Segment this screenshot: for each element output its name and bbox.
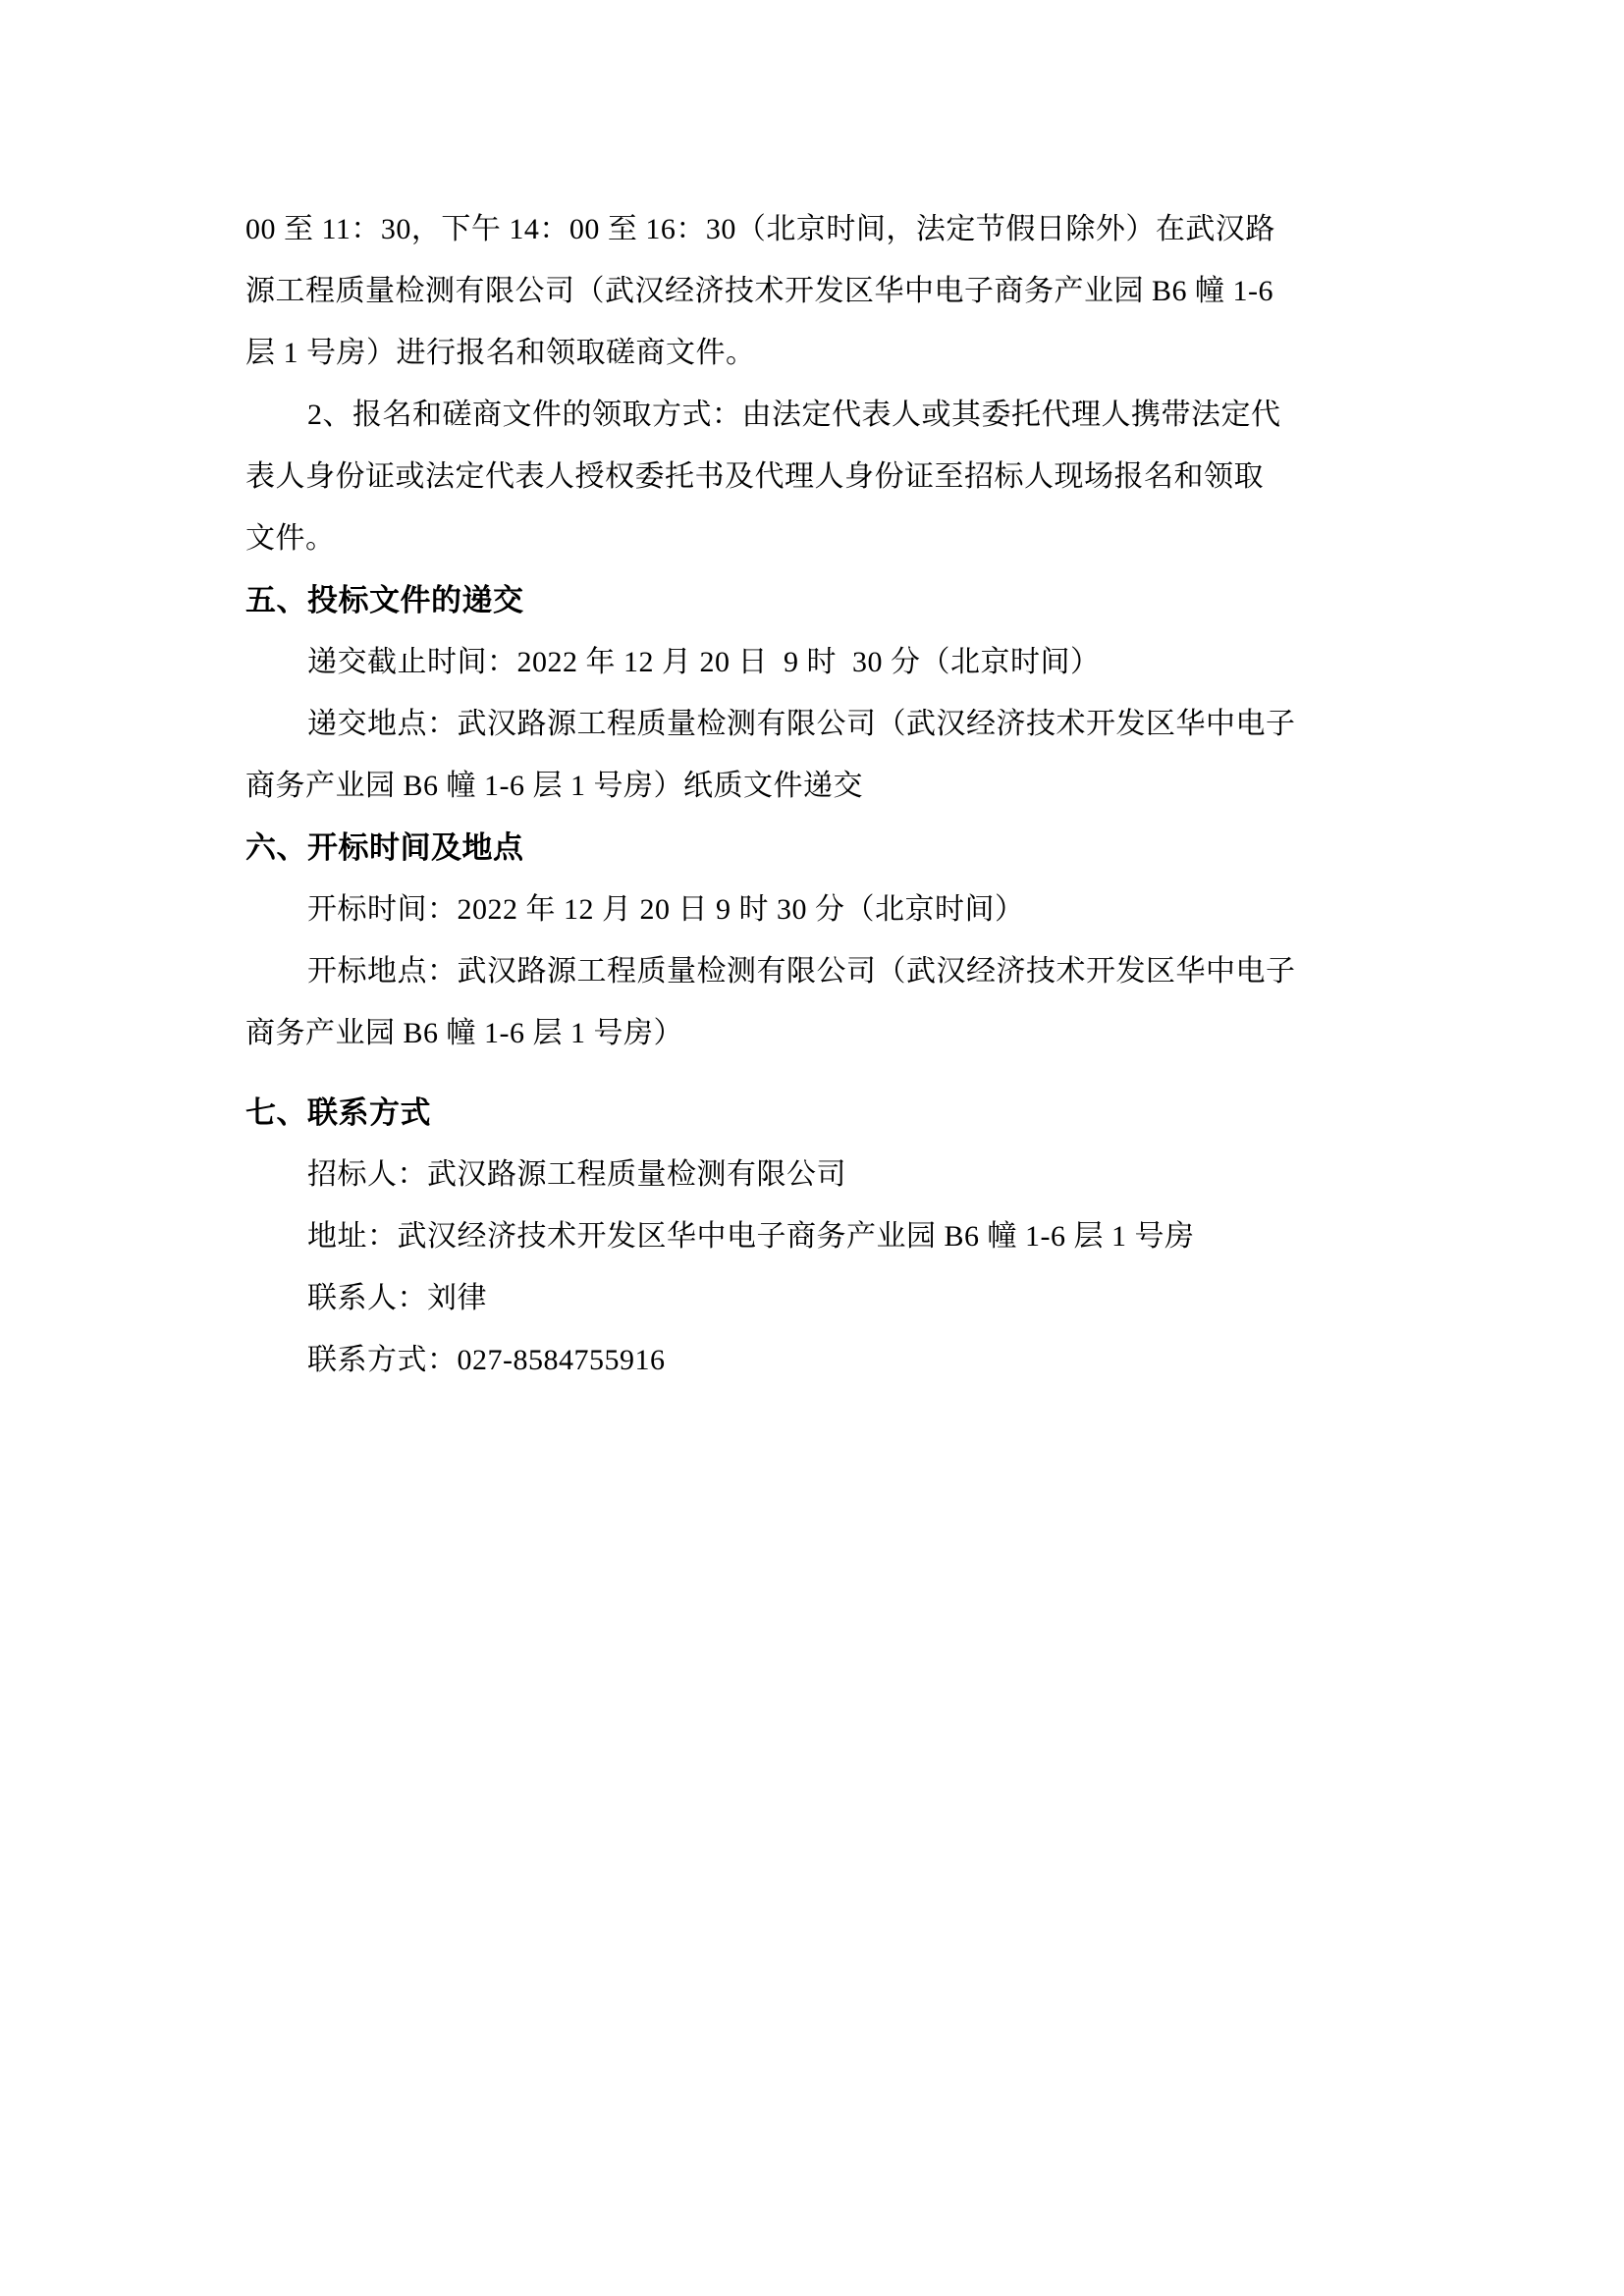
section-heading-opening: 六、开标时间及地点 xyxy=(245,830,524,865)
text-line: 文件。 xyxy=(245,522,336,555)
document-body xyxy=(245,198,1384,1391)
submission-deadline: 递交截止时间：2022 年 12 月 20 日 9 时 30 分（北京时间） xyxy=(307,646,1101,678)
text-line: 源工程质量检测有限公司（武汉经济技术开发区华中电子商务产业园 B6 幢 1-6 xyxy=(245,275,1273,307)
text-line: 00 至 11：30，下午 14：00 至 16：30（北京时间，法定节假日除外）在武汉路 xyxy=(245,213,1275,245)
contact-person: 联系人：刘律 xyxy=(307,1282,487,1314)
text-line: 表人身份证或法定代表人授权委托书及代理人身份证至招标人现场报名和领取 xyxy=(245,460,1264,493)
text-line: 商务产业园 B6 幢 1-6 层 1 号房）纸质文件递交 xyxy=(245,770,863,802)
text-line: 层 1 号房）进行报名和领取磋商文件。 xyxy=(245,337,756,369)
contact-phone: 联系方式：027-8584755916 xyxy=(307,1344,666,1376)
section-heading-submission: 五、投标文件的递交 xyxy=(245,583,524,617)
tenderer-name: 招标人：武汉路源工程质量检测有限公司 xyxy=(307,1158,846,1191)
tenderer-address: 地址：武汉经济技术开发区华中电子商务产业园 B6 幢 1-6 层 1 号房 xyxy=(307,1220,1195,1253)
opening-time: 开标时间：2022 年 12 月 20 日 9 时 30 分（北京时间） xyxy=(307,893,1025,926)
submission-location: 递交地点：武汉路源工程质量检测有限公司（武汉经济技术开发区华中电子 xyxy=(307,708,1296,740)
paragraph-first-line: 2、报名和磋商文件的领取方式：由法定代表人或其委托代理人携带法定代 xyxy=(307,399,1281,431)
opening-location: 开标地点：武汉路源工程质量检测有限公司（武汉经济技术开发区华中电子 xyxy=(307,955,1296,988)
section-heading-contact: 七、联系方式 xyxy=(245,1095,431,1130)
text-line: 商务产业园 B6 幢 1-6 层 1 号房） xyxy=(245,1017,683,1049)
